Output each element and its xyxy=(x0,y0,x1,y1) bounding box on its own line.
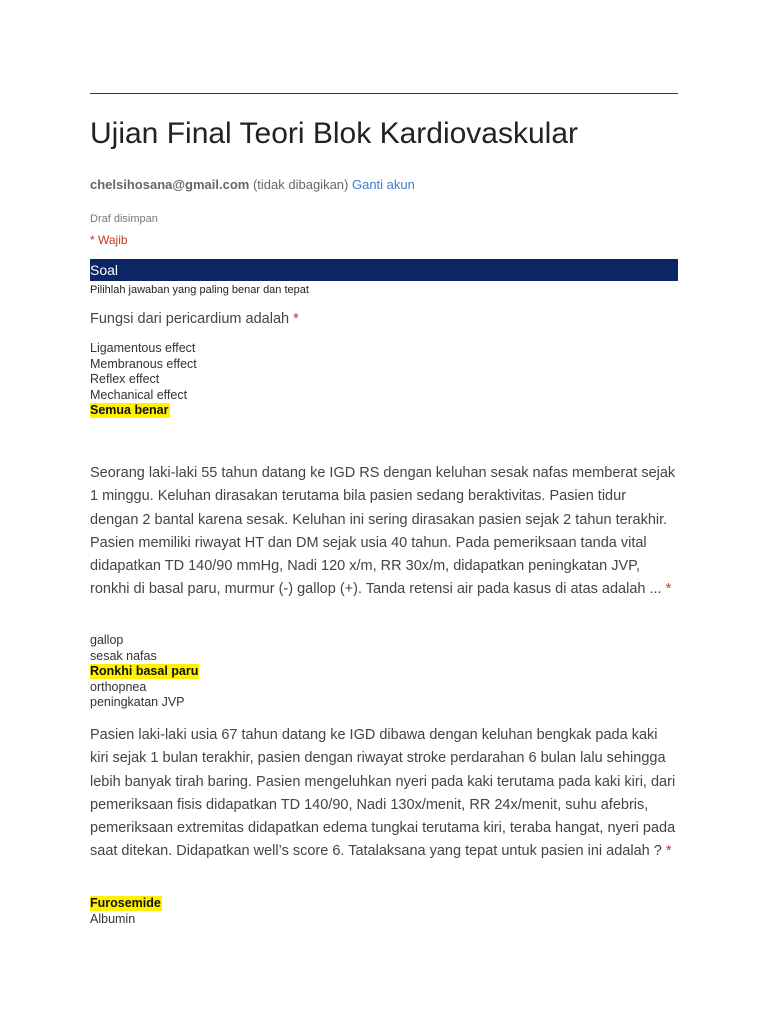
question-2-options xyxy=(90,633,199,711)
required-star: * xyxy=(665,581,672,598)
draft-status: Draf disimpan xyxy=(90,213,158,225)
option[interactable]: peningkatan JVP xyxy=(90,695,185,710)
form-title: Ujian Final Teori Blok Kardiovaskular xyxy=(90,117,578,150)
change-account-link[interactable]: Ganti akun xyxy=(351,177,415,192)
option[interactable]: sesak nafas xyxy=(90,648,157,663)
option-selected[interactable]: Ronkhi basal paru xyxy=(90,664,199,679)
question-text: Pasien laki-laki usia 67 tahun datang ke IGD dibawa dengan keluhan bengkak pada kaki kiri sejak 1 bulan terakhir, pasien dengan riwayat stroke perdarahan 6 bulan lalu sehingga lebih banyak tirah baring. Pasien mengeluhkan nyeri pada kaki terutama pada kaki kiri, dari pemeriksaan fisis didapatkan TD 140/90, Nadi 130x/menit, RR 24x/menit, suhu afebris, pemeriksaan extremitas didapatkan edema tungkai terutama kiri, teraba hangat, nyeri pada saat ditekan. Didapatkan well’s score 6. Tatalaksana yang tepat untuk pasien ini adalah ? xyxy=(90,727,676,860)
not-shared-note: (tidak dibagikan) xyxy=(252,177,349,192)
section-description: Pilihlah jawaban yang paling benar dan tepat xyxy=(90,284,309,296)
required-note: * Wajib xyxy=(90,233,128,247)
section-header xyxy=(90,259,678,281)
question-3-options xyxy=(90,896,162,927)
option[interactable]: Mechanical effect xyxy=(90,387,188,402)
option-selected[interactable]: Furosemide xyxy=(90,896,161,910)
option[interactable]: orthopnea xyxy=(90,679,147,694)
account-email: chelsihosana@gmail.com xyxy=(90,177,250,192)
account-line xyxy=(90,177,415,192)
option[interactable]: Membranous effect xyxy=(90,356,197,371)
top-divider xyxy=(90,93,678,94)
option-selected[interactable]: Semua benar xyxy=(90,403,169,418)
option[interactable]: Reflex effect xyxy=(90,372,160,387)
question-text: Seorang laki-laki 55 tahun datang ke IGD RS dengan keluhan sesak nafas memberat sejak 1 minggu. Keluhan dirasakan terutama bila pasien sedang beraktivitas. Pasien tidur dengan 2 bantal karena sesak. Keluhan ini sering dirasakan pasien sejak 2 tahun terakhir. Pasien memiliki riwayat HT dan DM sejak usia 40 tahun. Pada pemeriksaan tanda vital didapatkan TD 140/90 mmHg, Nadi 120 x/m, RR 30x/m, didapatkan peningkatan JVP, ronkhi di basal paru, murmur (-) gallop (+). Tanda retensi air pada kasus di atas adalah ... xyxy=(90,465,676,598)
option[interactable]: gallop xyxy=(90,633,124,647)
question-2 xyxy=(90,462,678,602)
section-title: Soal xyxy=(90,262,119,278)
required-star: * xyxy=(665,843,672,860)
question-3 xyxy=(90,724,678,864)
question-text: Fungsi dari pericardium adalah xyxy=(90,311,290,327)
required-star: * xyxy=(293,311,299,327)
question-1-options xyxy=(90,341,197,419)
option[interactable]: Ligamentous effect xyxy=(90,341,196,355)
question-1 xyxy=(90,308,678,331)
option[interactable]: Albumin xyxy=(90,911,136,926)
